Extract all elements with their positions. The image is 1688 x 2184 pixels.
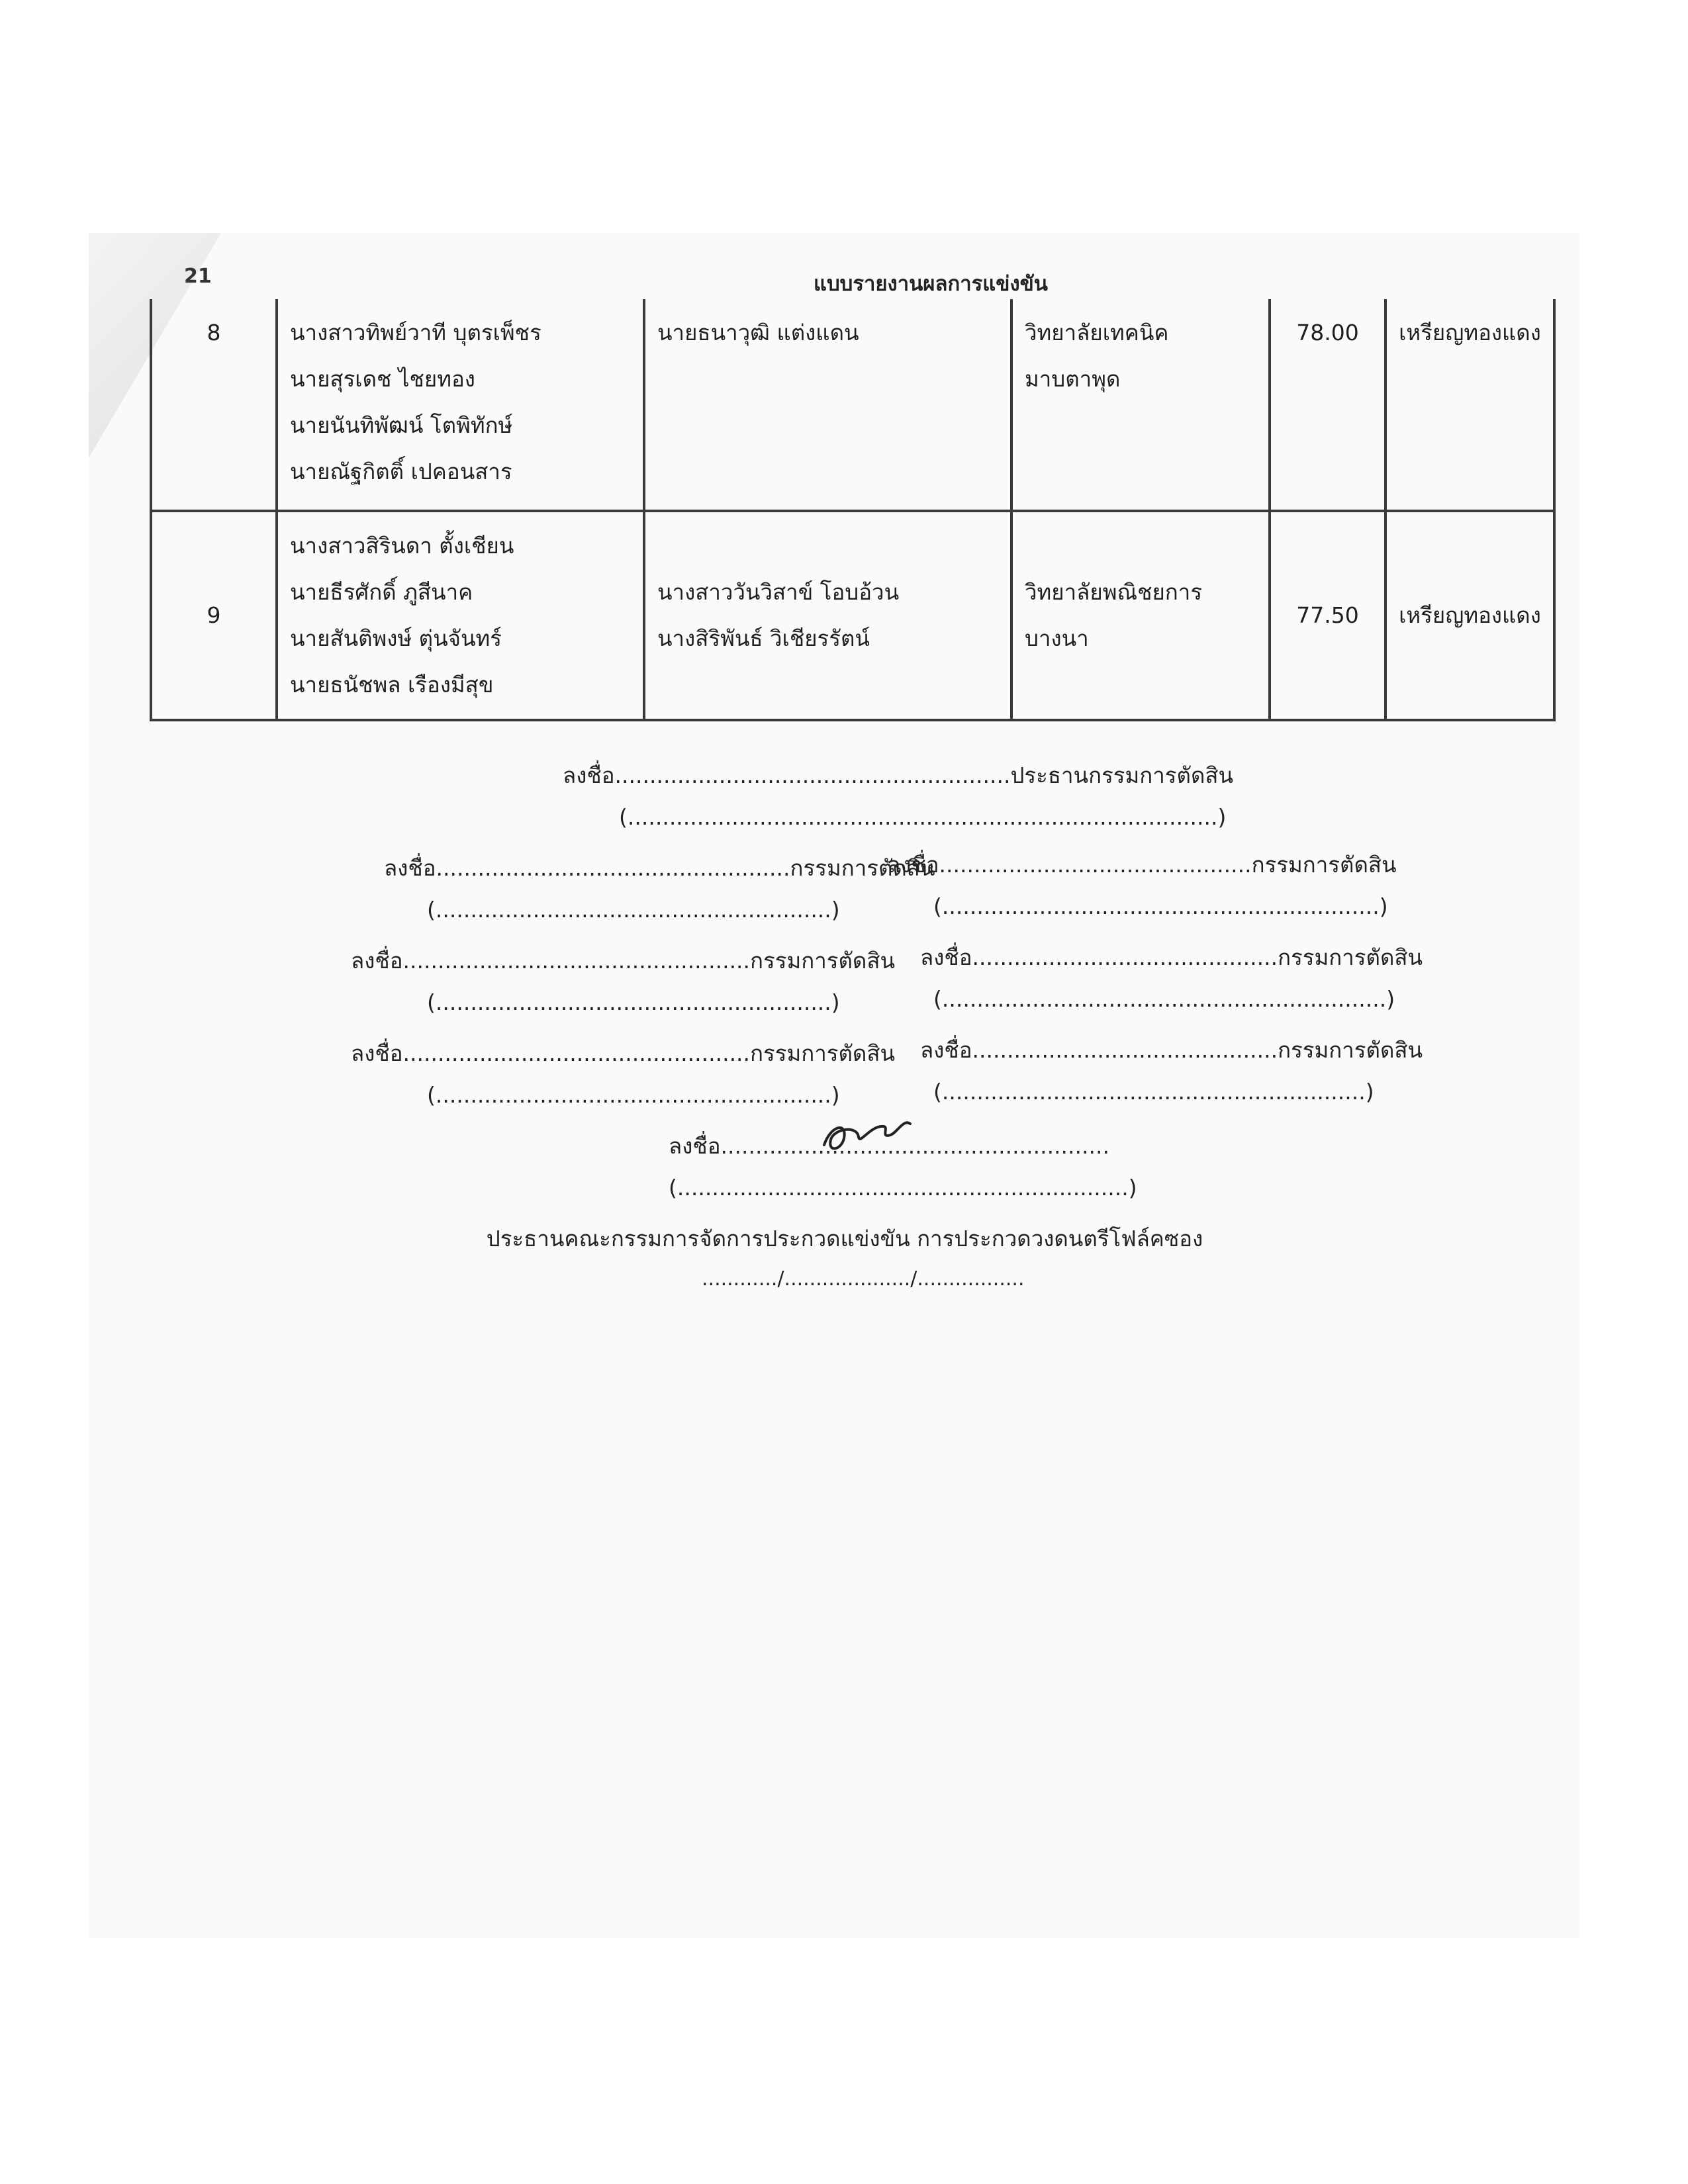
teachers-cell (644, 299, 1011, 511)
results-table (150, 299, 1556, 721)
student-name: นางสาวสิรินดา ตั้งเชียน (290, 533, 514, 559)
teacher-name: นางสาววันวิสาข์ โอบอ้วน (657, 579, 900, 605)
judge-name-line: (.........................................................) (427, 1082, 840, 1108)
award-cell: เหรียญทองแดง (1385, 299, 1554, 511)
award-cell: เหรียญทองแดง (1385, 511, 1554, 720)
table-row (151, 511, 1554, 720)
row-number: 9 (151, 511, 277, 720)
judge-name-line: (.............................................................) (933, 1079, 1374, 1105)
organizer-signature-line: ลงชื่อ........................................................ (669, 1133, 1109, 1159)
student-name: นางสาวทิพย์วาที บุตรเพ็ชร (290, 320, 541, 345)
judge-signature-line: ลงชื่อ............................................กรรมการตัดสิน (920, 1037, 1423, 1063)
row-number: 8 (151, 299, 277, 511)
judge-name-line: (...............................................................) (933, 893, 1388, 919)
student-name: นายสุรเดช ไชยทอง (290, 366, 475, 392)
students-cell (277, 511, 644, 720)
judge-name-line: (.........................................................) (427, 989, 840, 1015)
judge-name-line: (................................................................) (933, 986, 1395, 1012)
student-name: นายนันทิพัฒน์ โตพิทักษ์ (290, 412, 513, 438)
judge-signature-line: ลงชื่อ.............................................กรรมการตัดสิน (887, 852, 1397, 878)
table-row (151, 299, 1554, 511)
document-title: แบบรายงานผลการแข่งขัน (814, 272, 1048, 296)
student-name: นายธนัชพล เรืองมีสุข (290, 672, 494, 698)
student-name: นายณัฐกิตติ์ เปคอนสาร (290, 459, 512, 484)
student-name: นายสันติพงษ์ ตุ่นจันทร์ (290, 625, 502, 651)
organizer-title: ประธานคณะกรรมการจัดการประกวดแข่งขัน การประกวดวงดนตรีโฟล์คซอง (486, 1226, 1203, 1251)
judge-signature-line: ลงชื่อ..................................................กรรมการตัดสิน (351, 1040, 896, 1066)
judge-signature-line: ลงชื่อ..................................................กรรมการตัดสิน (351, 948, 896, 974)
score-cell: 78.00 (1270, 299, 1385, 511)
chair-name-line: (.....................................................................................) (619, 804, 1227, 830)
judge-signature-line: ลงชื่อ............................................กรรมการตัดสิน (920, 944, 1423, 970)
teachers-cell (644, 511, 1011, 720)
judge-name-line: (.........................................................) (427, 897, 840, 923)
students-cell (277, 299, 644, 511)
organizer-name-line: (.................................................................) (669, 1175, 1137, 1201)
page-number: 21 (184, 265, 212, 288)
teacher-name: นายธนาวุฒิ แต่งแดน (657, 320, 859, 345)
student-name: นายธีรศักดิ์ ภูสีนาค (290, 579, 473, 605)
teacher-name: นางสิริพันธ์ วิเชียรรัตน์ (657, 625, 870, 651)
score-cell: 77.50 (1270, 511, 1385, 720)
school-cell: วิทยาลัยเทคนิคมาบตาพุด (1011, 299, 1270, 511)
school-cell: วิทยาลัยพณิชยการบางนา (1011, 511, 1270, 720)
date-line: ............/..................../................. (702, 1267, 1025, 1291)
judge-signature-line: ลงชื่อ...................................................กรรมการตัดสิน (384, 855, 935, 881)
chair-signature-line: ลงชื่อ.........................................................ประธานกรรมการตัดสิน (563, 762, 1234, 788)
